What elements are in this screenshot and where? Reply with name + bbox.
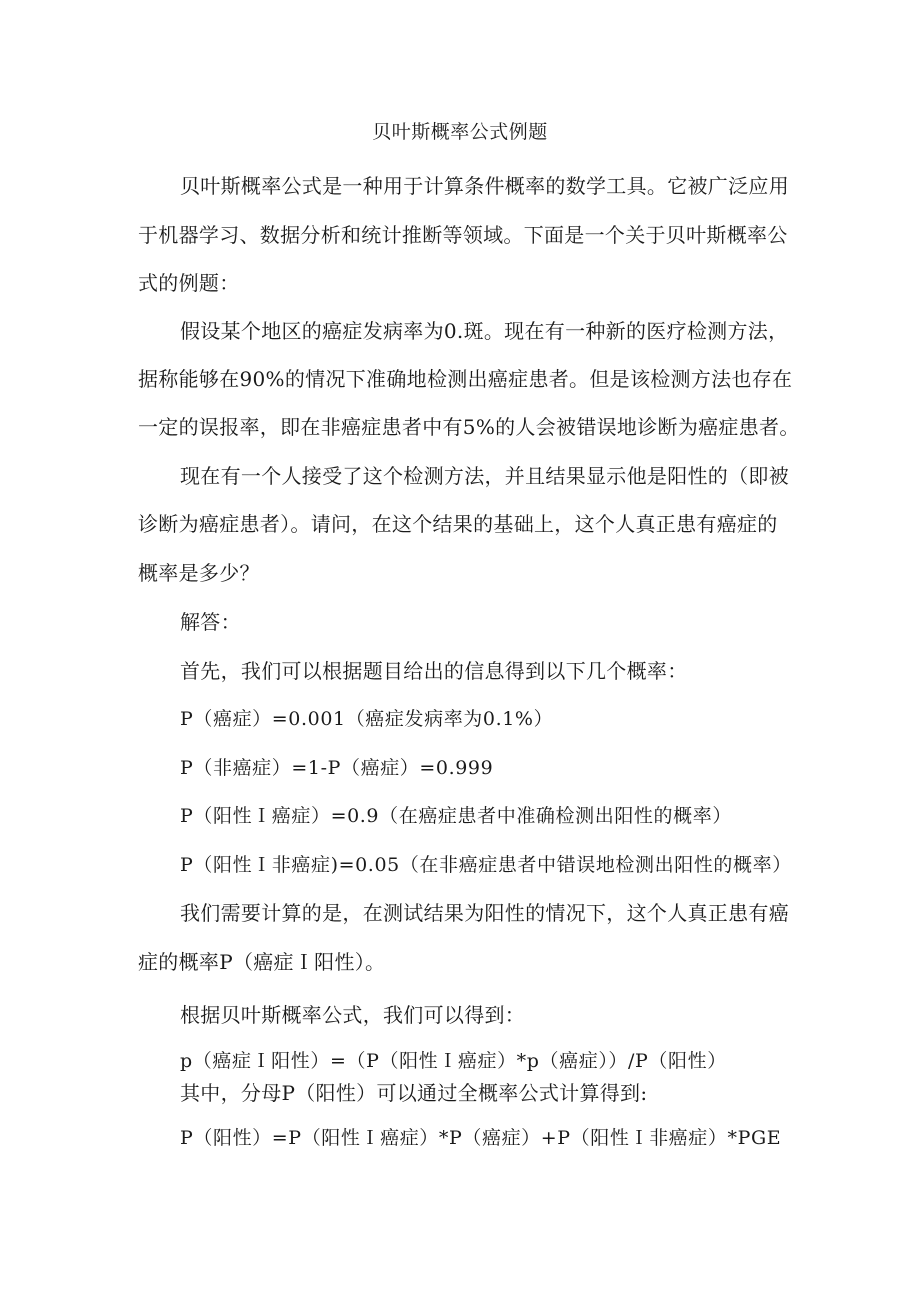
problem-line-1: 假设某个地区的癌症发病率为0.斑。现在有一种新的医疗检测方法，: [180, 319, 789, 343]
denominator-note: 其中，分母P（阳性）可以通过全概率公式计算得到:: [180, 1081, 648, 1105]
question-line-1: 现在有一个人接受了这个检测方法，并且结果显示他是阳性的（即被: [180, 464, 789, 488]
prob-positive-given-cancer: P（阳性Ｉ癌症）=0.9（在癌症患者中准确检测出阳性的概率）: [180, 805, 732, 827]
question-line-2: 诊断为癌症患者）。请问，在这个结果的基础上，这个人真正患有癌症的: [138, 512, 778, 536]
intro-line-1: 贝叶斯概率公式是一种用于计算条件概率的数学工具。它被广泛应用: [180, 174, 789, 198]
goal-line-1: 我们需要计算的是，在测试结果为阳性的情况下，这个人真正患有癌: [180, 901, 789, 925]
prob-non-cancer: P（非癌症）=1-P（癌症）=0.999: [180, 757, 494, 779]
bayes-intro: 根据贝叶斯概率公式，我们可以得到：: [180, 1003, 526, 1027]
document-title: 贝叶斯概率公式例题: [372, 121, 548, 143]
question-line-3: 概率是多少？: [138, 561, 260, 585]
answer-intro: 首先，我们可以根据题目给出的信息得到以下几个概率：: [180, 659, 688, 683]
answer-heading: 解答：: [180, 610, 241, 634]
goal-line-2: 症的概率P（癌症Ｉ阳性）。: [138, 950, 386, 974]
prob-cancer: P（癌症）=0.001（癌症发病率为0.1%）: [180, 708, 554, 730]
problem-line-3: 一定的误报率，即在非癌症患者中有5%的人会被错误地诊断为癌症患者。: [138, 415, 800, 439]
intro-line-3: 式的例题：: [138, 271, 240, 295]
total-probability-formula: P（阳性）=P（阳性Ｉ癌症）*P（癌症）+P（阳性Ｉ非癌症）*PGE: [180, 1127, 782, 1149]
intro-line-2: 于机器学习、数据分析和统计推断等领域。下面是一个关于贝叶斯概率公: [138, 223, 788, 247]
problem-line-2: 据称能够在90%的情况下准确地检测出癌症患者。但是该检测方法也存在: [138, 367, 793, 391]
bayes-formula: p（癌症Ｉ阳性）=（P（阳性Ｉ癌症）*p（癌症））/P（阳性）: [180, 1050, 727, 1072]
prob-positive-given-non-cancer: P（阳性Ｉ非癌症)=0.05（在非癌症患者中错误地检测出阳性的概率）: [180, 854, 792, 876]
